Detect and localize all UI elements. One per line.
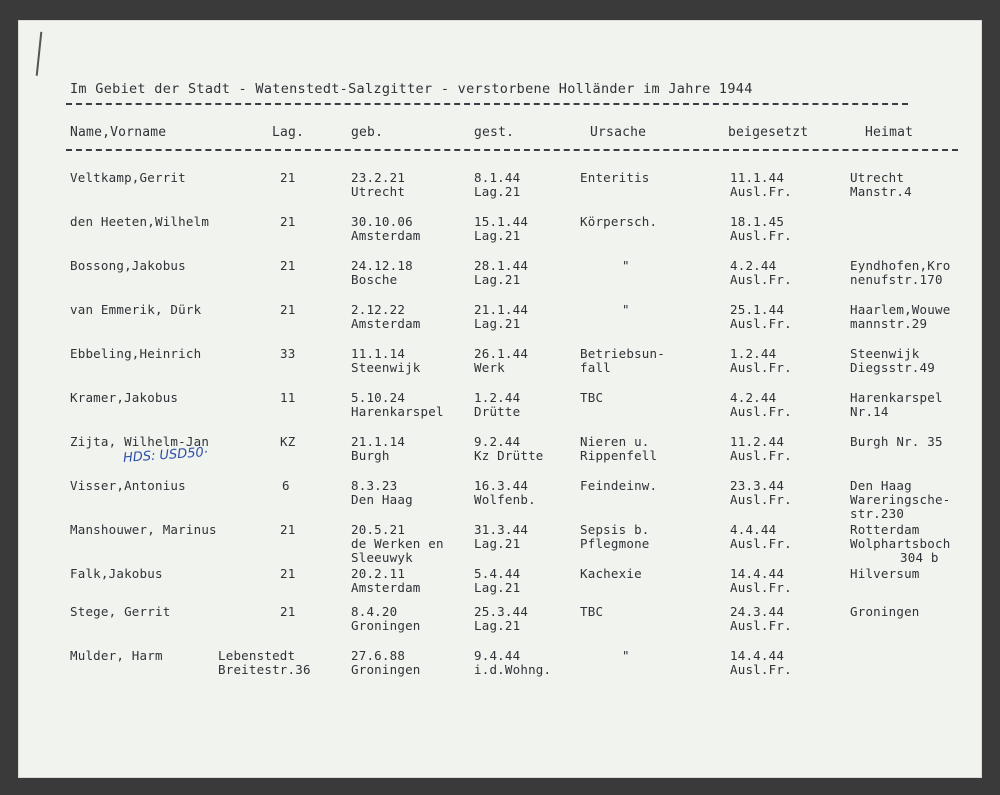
row-10-beigesetzt-line-2: Ausl.Fr. xyxy=(730,580,792,595)
row-9-gest-line-1: 31.3.44 xyxy=(474,522,529,537)
row-6-heimat-line-2: Nr.14 xyxy=(850,404,889,419)
row-1-lag: 21 xyxy=(280,170,296,185)
row-3-gest-line-2: Lag.21 xyxy=(474,272,521,287)
row-9-heimat-line-2: Wolphartsboch xyxy=(850,536,951,551)
row-9-geb-line-1: 20.5.21 xyxy=(351,522,406,537)
row-4-geb-line-2: Amsterdam xyxy=(351,316,421,331)
row-3-name: Bossong,Jakobus xyxy=(70,258,186,273)
row-3-geb-line-1: 24.12.18 xyxy=(351,258,413,273)
row-6-heimat-line-1: Harenkarspel xyxy=(850,390,943,405)
row-8-gest-line-2: Wolfenb. xyxy=(474,492,536,507)
row-9-beigesetzt-line-2: Ausl.Fr. xyxy=(730,536,792,551)
row-3-heimat-line-1: Eyndhofen,Kro xyxy=(850,258,951,273)
header-beigesetzt: beigesetzt xyxy=(728,125,809,140)
header-dashed-rule xyxy=(66,149,958,151)
row-8-lag: 6 xyxy=(282,478,290,493)
row-12-gest-line-2: i.d.Wohng. xyxy=(474,662,552,677)
row-8-gest-line-1: 16.3.44 xyxy=(474,478,529,493)
row-6-name: Kramer,Jakobus xyxy=(70,390,179,405)
row-8-name: Visser,Antonius xyxy=(70,478,186,493)
row-2-beigesetzt-line-2: Ausl.Fr. xyxy=(730,228,792,243)
row-10-gest-line-1: 5.4.44 xyxy=(474,566,521,581)
row-2-geb-line-2: Amsterdam xyxy=(351,228,421,243)
row-5-heimat-line-2: Diegsstr.49 xyxy=(850,360,935,375)
row-2-geb-line-1: 30.10.06 xyxy=(351,214,413,229)
row-4-heimat-line-1: Haarlem,Wouwe xyxy=(850,302,951,317)
row-3-geb-line-2: Bosche xyxy=(351,272,398,287)
row-9-heimat-line-1: Rotterdam xyxy=(850,522,920,537)
row-7-heimat-line-1: Burgh Nr. 35 xyxy=(850,434,943,449)
row-7-gest-line-1: 9.2.44 xyxy=(474,434,521,449)
row-1-geb-line-1: 23.2.21 xyxy=(351,170,406,185)
row-1-heimat-line-1: Utrecht xyxy=(850,170,905,185)
row-1-heimat-line-2: Manstr.4 xyxy=(850,184,912,199)
row-8-geb-line-2: Den Haag xyxy=(351,492,413,507)
row-10-ursache-line-1: Kachexie xyxy=(580,566,642,581)
row-12-name: Mulder, Harm xyxy=(70,648,163,663)
row-5-heimat-line-1: Steenwijk xyxy=(850,346,920,361)
row-6-lag: 11 xyxy=(280,390,296,405)
row-6-geb-line-2: Harenkarspel xyxy=(351,404,444,419)
row-2-gest-line-1: 15.1.44 xyxy=(474,214,529,229)
row-7-ursache-line-1: Nieren u. xyxy=(580,434,650,449)
row-9-ursache-line-2: Pflegmone xyxy=(580,536,650,551)
row-5-gest-line-1: 26.1.44 xyxy=(474,346,529,361)
corner-fold-mark xyxy=(36,32,47,76)
document-title: Im Gebiet der Stadt - Watenstedt-Salzgitter - verstorbene Holländer im Jahre 1944 xyxy=(70,81,753,97)
row-7-gest-line-2: Kz Drütte xyxy=(474,448,544,463)
row-5-ursache-line-1: Betriebsun- xyxy=(580,346,665,361)
row-5-gest-line-2: Werk xyxy=(474,360,505,375)
row-8-beigesetzt-line-1: 23.3.44 xyxy=(730,478,785,493)
row-11-name: Stege, Gerrit xyxy=(70,604,171,619)
row-5-beigesetzt-line-2: Ausl.Fr. xyxy=(730,360,792,375)
row-10-geb-line-2: Amsterdam xyxy=(351,580,421,595)
row-9-ursache-line-1: Sepsis b. xyxy=(580,522,650,537)
row-3-gest-line-1: 28.1.44 xyxy=(474,258,529,273)
row-4-gest-line-1: 21.1.44 xyxy=(474,302,529,317)
row-4-beigesetzt-line-2: Ausl.Fr. xyxy=(730,316,792,331)
row-7-ursache-line-2: Rippenfell xyxy=(580,448,658,463)
row-4-ursache-line-1: " xyxy=(622,302,630,317)
row-1-gest-line-1: 8.1.44 xyxy=(474,170,521,185)
row-10-gest-line-2: Lag.21 xyxy=(474,580,521,595)
row-3-ursache-line-1: " xyxy=(622,258,630,273)
row-8-ursache-line-1: Feindeinw. xyxy=(580,478,658,493)
row-6-gest-line-1: 1.2.44 xyxy=(474,390,521,405)
row-4-name: van Emmerik, Dürk xyxy=(70,302,202,317)
row-6-ursache-line-1: TBC xyxy=(580,390,604,405)
row-9-beigesetzt-line-1: 4.4.44 xyxy=(730,522,777,537)
row-11-geb-line-1: 8.4.20 xyxy=(351,604,398,619)
row-10-name: Falk,Jakobus xyxy=(70,566,163,581)
row-3-beigesetzt-line-2: Ausl.Fr. xyxy=(730,272,792,287)
header-ursache: Ursache xyxy=(590,125,647,140)
row-3-beigesetzt-line-1: 4.2.44 xyxy=(730,258,777,273)
row-4-beigesetzt-line-1: 25.1.44 xyxy=(730,302,785,317)
row-9-lag: 21 xyxy=(280,522,296,537)
row-2-name: den Heeten,Wilhelm xyxy=(70,214,210,229)
row-12-geb-line-1: 27.6.88 xyxy=(351,648,406,663)
row-7-geb-line-1: 21.1.14 xyxy=(351,434,406,449)
row-1-geb-line-2: Utrecht xyxy=(351,184,406,199)
row-6-geb-line-1: 5.10.24 xyxy=(351,390,406,405)
row-10-geb-line-1: 20.2.11 xyxy=(351,566,406,581)
row-4-gest-line-2: Lag.21 xyxy=(474,316,521,331)
row-5-name: Ebbeling,Heinrich xyxy=(70,346,202,361)
handwritten-note: HDS: USD50· xyxy=(122,445,209,466)
row-12-gest-line-1: 9.4.44 xyxy=(474,648,521,663)
row-2-beigesetzt-line-1: 18.1.45 xyxy=(730,214,785,229)
row-1-gest-line-2: Lag.21 xyxy=(474,184,521,199)
header-geb: geb. xyxy=(351,125,384,140)
row-9-name: Manshouwer, Marinus xyxy=(70,522,217,537)
row-3-lag: 21 xyxy=(280,258,296,273)
row-1-beigesetzt-line-2: Ausl.Fr. xyxy=(730,184,792,199)
row-3-heimat-line-2: nenufstr.170 xyxy=(850,272,943,287)
row-2-ursache-line-1: Körpersch. xyxy=(580,214,658,229)
row-7-name: Zijta, Wilhelm-Jan xyxy=(70,434,210,449)
row-5-beigesetzt-line-1: 1.2.44 xyxy=(730,346,777,361)
row-10-beigesetzt-line-1: 14.4.44 xyxy=(730,566,785,581)
row-8-beigesetzt-line-2: Ausl.Fr. xyxy=(730,492,792,507)
row-9-geb-line-3: Sleeuwyk xyxy=(351,550,413,565)
header-lag: Lag. xyxy=(272,125,305,140)
row-6-gest-line-2: Drütte xyxy=(474,404,521,419)
row-11-beigesetzt-line-2: Ausl.Fr. xyxy=(730,618,792,633)
header-heimat: Heimat xyxy=(865,125,914,140)
row-9-heimat-line-3: 304 b xyxy=(900,550,939,565)
row-2-lag: 21 xyxy=(280,214,296,229)
row-2-gest-line-2: Lag.21 xyxy=(474,228,521,243)
row-7-lag: KZ xyxy=(280,434,296,449)
row-4-heimat-line-2: mannstr.29 xyxy=(850,316,928,331)
row-5-geb-line-1: 11.1.14 xyxy=(351,346,406,361)
row-5-geb-line-2: Steenwijk xyxy=(351,360,421,375)
row-1-name: Veltkamp,Gerrit xyxy=(70,170,186,185)
row-11-beigesetzt-line-1: 24.3.44 xyxy=(730,604,785,619)
row-12-ursache-line-1: " xyxy=(622,648,630,663)
row-11-gest-line-2: Lag.21 xyxy=(474,618,521,633)
row-11-lag: 21 xyxy=(280,604,296,619)
row-7-beigesetzt-line-1: 11.2.44 xyxy=(730,434,785,449)
row-11-gest-line-1: 25.3.44 xyxy=(474,604,529,619)
row-8-heimat-line-1: Den Haag xyxy=(850,478,912,493)
row-10-heimat-line-1: Hilversum xyxy=(850,566,920,581)
header-name: Name,Vorname xyxy=(70,125,167,140)
title-dashed-rule xyxy=(66,103,908,105)
row-8-heimat-line-2: Wareringsche- xyxy=(850,492,951,507)
row-11-geb-line-2: Groningen xyxy=(351,618,421,633)
row-1-beigesetzt-line-1: 11.1.44 xyxy=(730,170,785,185)
row-12-geb-line-2: Groningen xyxy=(351,662,421,677)
row-4-geb-line-1: 2.12.22 xyxy=(351,302,406,317)
row-8-heimat-line-3: str.230 xyxy=(850,506,905,521)
row-9-geb-line-2: de Werken en xyxy=(351,536,444,551)
row-12-lag: Lebenstedt Breitestr.36 xyxy=(218,648,311,677)
row-6-beigesetzt-line-2: Ausl.Fr. xyxy=(730,404,792,419)
row-8-geb-line-1: 8.3.23 xyxy=(351,478,398,493)
row-9-gest-line-2: Lag.21 xyxy=(474,536,521,551)
row-7-beigesetzt-line-2: Ausl.Fr. xyxy=(730,448,792,463)
row-12-beigesetzt-line-1: 14.4.44 xyxy=(730,648,785,663)
row-10-lag: 21 xyxy=(280,566,296,581)
header-gest: gest. xyxy=(474,125,515,140)
row-11-heimat-line-1: Groningen xyxy=(850,604,920,619)
row-11-ursache-line-1: TBC xyxy=(580,604,604,619)
row-5-lag: 33 xyxy=(280,346,296,361)
row-7-geb-line-2: Burgh xyxy=(351,448,390,463)
row-4-lag: 21 xyxy=(280,302,296,317)
row-5-ursache-line-2: fall xyxy=(580,360,611,375)
row-12-beigesetzt-line-2: Ausl.Fr. xyxy=(730,662,792,677)
row-6-beigesetzt-line-1: 4.2.44 xyxy=(730,390,777,405)
row-1-ursache-line-1: Enteritis xyxy=(580,170,650,185)
